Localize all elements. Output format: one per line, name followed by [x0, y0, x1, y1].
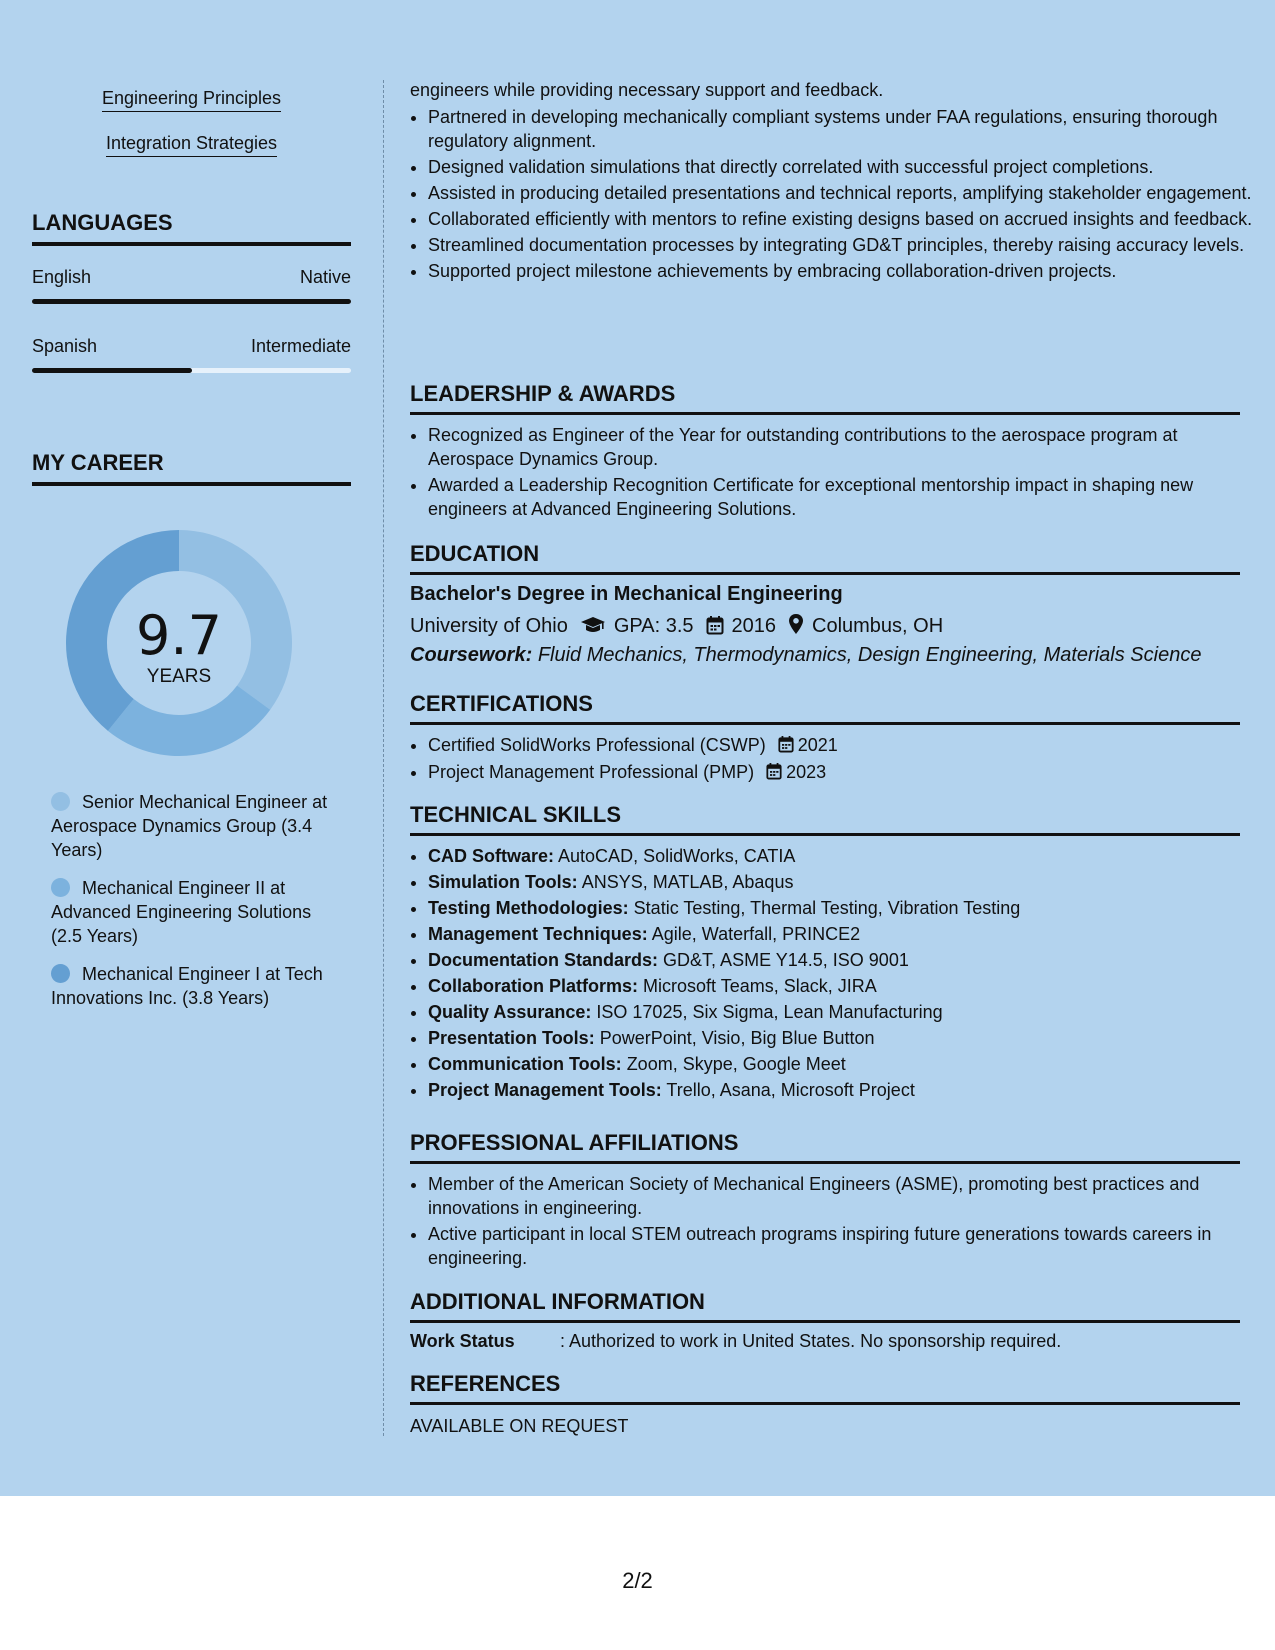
affiliation-item: • Member of the American Society of Mechanical Engineers (ASME), promoting best practices and innovations in engineering. [428, 1172, 1258, 1220]
affiliations-heading: PROFESSIONAL AFFILIATIONS [410, 1130, 1240, 1164]
certification-item: • Certified SolidWorks Professional (CSWP) 2021 [428, 733, 1258, 757]
leadership-bullet: • Recognized as Engineer of the Year for outstanding contributions to the aerospace program at Aerospace Dynamics Group. [428, 423, 1258, 471]
education-heading: EDUCATION [410, 541, 1240, 575]
career-unit: YEARS [146, 666, 212, 687]
skill-item: • CAD Software: AutoCAD, SolidWorks, CATIA [428, 844, 1258, 868]
work-status [410, 1331, 1061, 1352]
experience-bullet: • Partnered in developing mechanically compliant systems under FAA regulations, ensuring thorough regulatory alignment. [428, 105, 1258, 153]
experience-bullets [410, 105, 1258, 285]
language-bar-spanish [32, 368, 351, 373]
school-location: Columbus, OH [812, 615, 944, 637]
education-details [410, 613, 943, 638]
career-heading: MY CAREER [32, 450, 351, 486]
graduation-year: 2016 [731, 615, 777, 637]
work-status-label: Work Status [410, 1331, 515, 1351]
experience-bullet: • Collaborated efficiently with mentors to refine existing designs based on accrued insights and feedback. [428, 207, 1258, 231]
experience-continued-line: engineers while providing necessary support and feedback. [410, 80, 884, 100]
skill-item: • Project Management Tools: Trello, Asana, Microsoft Project [428, 1078, 1258, 1102]
leadership-bullet: • Awarded a Leadership Recognition Certificate for exceptional mentorship impact in shaping new engineers at Advanced Engineering Solutions. [428, 473, 1258, 521]
experience-bullet: • Designed validation simulations that directly correlated with successful project completions. [428, 155, 1258, 179]
career-item: Senior Mechanical Engineer at Aerospace Dynamics Group (3.4 Years) [51, 792, 328, 860]
language-bar-fill [32, 368, 192, 373]
legend-dot [51, 878, 70, 897]
career-donut-chart [66, 530, 292, 756]
certifications-list [410, 733, 1258, 787]
skill-engineering-principles: Engineering Principles [32, 88, 351, 109]
language-bar-english [32, 299, 351, 304]
coursework-label: Coursework: [410, 644, 533, 666]
language-level: Intermediate [250, 336, 351, 356]
technical-skills-list [410, 844, 1258, 1104]
skill-item: • Communication Tools: Zoom, Skype, Google Meet [428, 1052, 1258, 1076]
skill-item: • Presentation Tools: PowerPoint, Visio, Big Blue Button [428, 1026, 1258, 1050]
references-text: AVAILABLE ON REQUEST [410, 1416, 629, 1436]
calendar-icon [706, 615, 724, 635]
gpa: GPA: 3.5 [613, 615, 694, 637]
career-total: 9.7 [136, 604, 222, 667]
references-heading: REFERENCES [410, 1371, 1240, 1405]
legend-dot [51, 792, 70, 811]
experience-bullet: • Streamlined documentation processes by integrating GD&T principles, thereby raising accuracy levels. [428, 233, 1258, 257]
language-name: Spanish [32, 336, 98, 356]
languages-heading: LANGUAGES [32, 210, 351, 246]
skill-item: • Collaboration Platforms: Microsoft Teams, Slack, JIRA [428, 974, 1258, 998]
affiliations-list [410, 1172, 1258, 1272]
career-item: Mechanical Engineer II at Advanced Engineering Solutions (2.5 Years) [51, 878, 312, 946]
column-divider [383, 80, 384, 1436]
affiliation-item: • Active participant in local STEM outreach programs inspiring future generations towards careers in engineering. [428, 1222, 1258, 1270]
page-number: 2/2 [622, 1568, 653, 1593]
leadership-bullets [410, 423, 1258, 523]
skill-item: • Simulation Tools: ANSYS, MATLAB, Abaqus [428, 870, 1258, 894]
career-item: Mechanical Engineer I at Tech Innovations Inc. (3.8 Years) [51, 964, 323, 1008]
certifications-heading: CERTIFICATIONS [410, 691, 1240, 725]
work-status-value: : Authorized to work in United States. No sponsorship required. [560, 1331, 1062, 1351]
skill-integration-strategies: Integration Strategies [32, 133, 351, 154]
degree-title: Bachelor's Degree in Mechanical Engineering [410, 583, 843, 605]
language-level: Native [299, 267, 351, 287]
leadership-heading: LEADERSHIP & AWARDS [410, 381, 1240, 415]
calendar-icon [778, 735, 794, 753]
legend-dot [51, 964, 70, 983]
calendar-icon [766, 762, 782, 780]
skill-item: • Management Techniques: Agile, Waterfall, PRINCE2 [428, 922, 1258, 946]
coursework [410, 644, 1201, 667]
experience-bullet: • Supported project milestone achievements by embracing collaboration-driven projects. [428, 259, 1258, 283]
language-english [32, 267, 351, 288]
coursework-list: Fluid Mechanics, Thermodynamics, Design Engineering, Materials Science [537, 644, 1202, 666]
skill-item: • Quality Assurance: ISO 17025, Six Sigma, Lean Manufacturing [428, 1000, 1258, 1024]
additional-info-heading: ADDITIONAL INFORMATION [410, 1289, 1240, 1323]
experience-bullet: • Assisted in producing detailed presentations and technical reports, amplifying stakeholder engagement. [428, 181, 1258, 205]
map-pin-icon [788, 613, 804, 635]
certification-item: • Project Management Professional (PMP) 2023 [428, 760, 1258, 784]
donut-segment [108, 686, 270, 756]
language-spanish [32, 336, 351, 357]
technical-skills-heading: TECHNICAL SKILLS [410, 802, 1240, 836]
language-bar-fill [32, 299, 351, 304]
skill-item: • Testing Methodologies: Static Testing, Thermal Testing, Vibration Testing [428, 896, 1258, 920]
graduation-cap-icon [580, 615, 606, 635]
language-name: English [32, 267, 92, 287]
school-name: University of Ohio [410, 615, 568, 637]
skill-item: • Documentation Standards: GD&T, ASME Y14.5, ISO 9001 [428, 948, 1258, 972]
